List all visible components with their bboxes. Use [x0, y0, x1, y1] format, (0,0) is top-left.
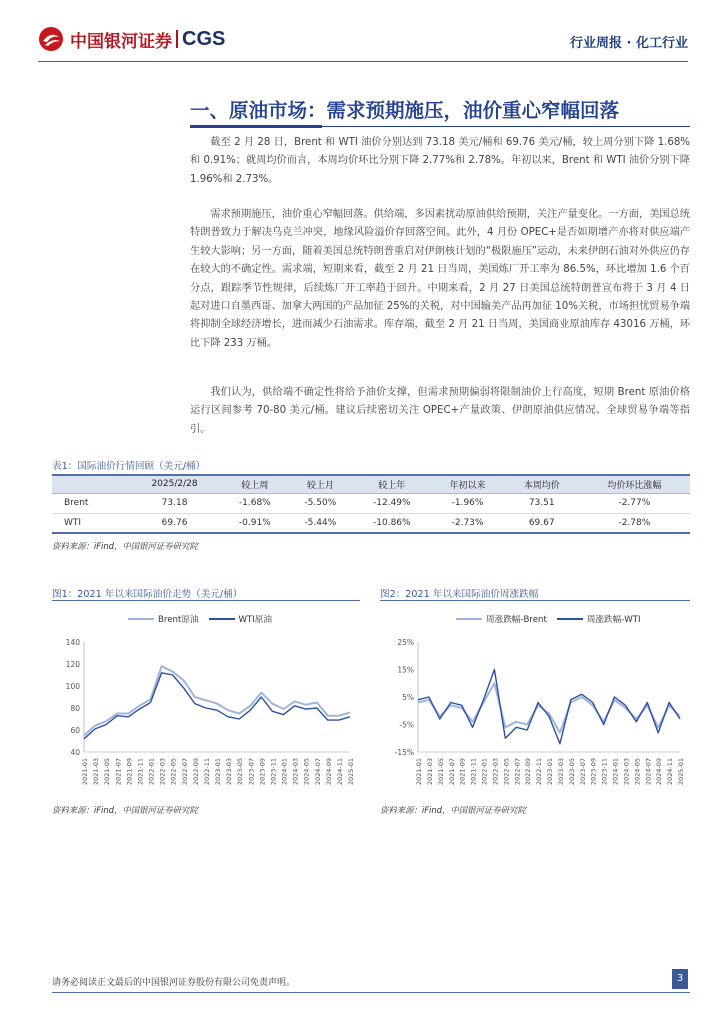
x-tick-label: 2021-11	[136, 758, 145, 786]
y-tick-label: 80	[70, 704, 80, 713]
x-tick-label: 2022-05	[502, 758, 511, 786]
x-tick-label: 2021-09	[458, 758, 467, 786]
legend-label-brent: 周涨跌幅-Brent	[486, 615, 547, 625]
table-cell: -10.86%	[353, 513, 430, 533]
table-cell: 73.18	[127, 493, 222, 513]
figure1-source: 资料来源：iFind，中国银河证券研究院	[52, 805, 198, 815]
x-tick-label: 2021-11	[469, 758, 478, 786]
table-cell: Brent	[52, 493, 127, 513]
figure1-legend	[118, 613, 272, 625]
paragraph-3: 我们认为，供给端不确定性将给予油价支撑，但需求预期偏弱将限制油价上行高度，短期 Brent 原油价格运行区间参考 70-80 美元/桶。建议后续密切关注 OPEC+产量政策、伊朗原油供应情况、全球贸易争端等指引。	[190, 387, 690, 435]
page-header	[0, 0, 724, 62]
header-divider	[38, 61, 688, 62]
x-tick-label: 2023-05	[236, 758, 245, 786]
x-tick-label: 2022-05	[169, 758, 178, 786]
x-tick-label: 2024-03	[291, 758, 300, 786]
y-tick-label: 140	[65, 638, 80, 647]
y-tick-label: 5%	[402, 693, 414, 702]
table-header-cell: 较上月	[288, 475, 354, 493]
table-cell: WTI	[52, 513, 127, 533]
x-tick-label: 2024-09	[655, 758, 664, 786]
table-header-cell: 较上周	[222, 475, 288, 493]
table-cell: -12.49%	[353, 493, 430, 513]
x-tick-label: 2021-07	[447, 758, 456, 786]
y-tick-label: -5%	[399, 720, 414, 730]
table-cell: -1.68%	[222, 493, 288, 513]
brand-mark-icon	[38, 26, 64, 52]
y-tick-label: 15%	[397, 665, 414, 675]
x-tick-label: 2021-01	[415, 758, 423, 786]
x-tick-label: 2022-07	[180, 758, 189, 786]
figure1-title: 图1：2021 年以来国际油价走势（美元/桶）	[52, 589, 243, 600]
x-tick-label: 2021-03	[92, 758, 101, 786]
figure1-rule	[52, 600, 360, 601]
figure2-source: 资料来源：iFind，中国银河证券研究院	[380, 805, 526, 815]
table-cell: -2.77%	[579, 493, 690, 513]
x-tick-label: 2025-01	[677, 758, 685, 786]
x-tick-label: 2023-07	[578, 758, 587, 786]
x-tick-label: 2022-07	[513, 758, 522, 786]
table-cell: 73.51	[505, 493, 579, 513]
legend-label-wti: WTI原油	[238, 615, 272, 625]
x-tick-label: 2021-01	[81, 758, 89, 786]
legend-swatch-wti	[557, 618, 583, 620]
series-line-1	[84, 673, 350, 739]
table-cell: -2.78%	[579, 513, 690, 533]
brand-name-cn: 中国银河证券	[70, 31, 172, 52]
y-tick-label: 40	[70, 748, 80, 757]
table-header-cell: 本周均价	[505, 475, 579, 493]
x-tick-label: 2022-09	[191, 758, 200, 786]
legend-swatch-brent	[128, 618, 154, 620]
x-tick-label: 2023-11	[600, 758, 609, 786]
x-tick-label: 2024-09	[324, 758, 333, 786]
x-tick-label: 2024-11	[666, 758, 675, 786]
oil-price-table	[52, 474, 690, 534]
figure2-rule	[380, 600, 690, 601]
legend-label-wti: 周涨跌幅-WTI	[586, 615, 641, 625]
y-tick-label: 100	[65, 682, 80, 691]
y-tick-label: 120	[65, 660, 80, 669]
x-tick-label: 2022-03	[491, 758, 500, 786]
x-tick-label: 2022-11	[535, 758, 544, 786]
x-tick-label: 2023-01	[546, 758, 554, 786]
table-header-cell: 2025/2/28	[127, 475, 222, 493]
x-tick-label: 2022-11	[202, 758, 211, 786]
x-tick-label: 2024-07	[644, 758, 653, 786]
table-title: 表1：国际油价行情回顾（美元/桶）	[52, 461, 206, 472]
figure2-legend	[446, 613, 641, 625]
x-tick-label: 2025-01	[347, 758, 355, 786]
table-header-cell: 年初以来	[430, 475, 504, 493]
table-cell: -2.73%	[430, 513, 504, 533]
table-cell: -5.44%	[288, 513, 354, 533]
table-row	[52, 493, 690, 513]
x-tick-label: 2023-05	[567, 758, 576, 786]
table-cell: 69.67	[505, 513, 579, 533]
table-cell: -0.91%	[222, 513, 288, 533]
footer-disclaimer: 请务必阅读正文最后的中国银河证券股份有限公司免责声明。	[52, 978, 296, 988]
x-tick-label: 2023-01	[214, 758, 222, 786]
table-header-cell	[52, 475, 127, 493]
x-tick-label: 2022-09	[524, 758, 533, 786]
paragraph-2: 需求预期施压，油价重心窄幅回落。供给端，多因素扰动原油供给预期，关注产量变化。一方面，美国总统特朗普致力于解决乌克兰冲突，地缘风险溢价存回落空间。此外，4 月份 OPEC+是否如期增产亦将对供应端产生较大影响；另一方面，随着美国总统特朗普重启对伊朗核计划的“极限施压”运动，未来伊朗石油对外供应仍存在较大的不确定性。需求端，短期来看，截至 2 月 21 日当周，美国炼厂开工率为 86.5%，环比增加 1.6 个百分点，跟踪季节性规律，后续炼厂开工率趋于回升。中期来看，2 月 27 日美国总统特朗普宣布将于 3 月 4 日起对进口自墨西哥、加拿大两国的产品加征 25%的关税，对中国输美产品再加征 10%关税，市场担忧贸易争端将抑制全球经济增长，进而减少石油需求。库存端，截至 2 月 21 日当周，美国商业原油库存 43016 万桶，环比下降 233 万桶。	[190, 209, 691, 349]
table-header-row	[52, 475, 690, 493]
legend-label-brent: Brent原油	[158, 615, 199, 625]
x-tick-label: 2023-09	[589, 758, 598, 786]
x-tick-label: 2024-01	[280, 758, 289, 786]
x-tick-label: 2022-01	[147, 758, 156, 786]
y-tick-label: 25%	[397, 638, 414, 647]
brand-logo	[38, 26, 225, 52]
table-header-cell: 较上年	[353, 475, 430, 493]
table-row	[52, 513, 690, 533]
table-cell: -5.50%	[288, 493, 354, 513]
x-tick-label: 2024-11	[335, 758, 344, 786]
x-tick-label: 2023-07	[247, 758, 256, 786]
x-tick-label: 2023-11	[269, 758, 278, 786]
page-number: 3	[672, 969, 688, 989]
y-tick-label: -15%	[394, 748, 414, 757]
x-tick-label: 2024-05	[302, 758, 311, 786]
brand-separator	[176, 30, 178, 48]
legend-swatch-wti	[209, 618, 235, 620]
x-tick-label: 2021-05	[436, 758, 445, 786]
x-tick-label: 2024-03	[622, 758, 631, 786]
x-tick-label: 2021-03	[425, 758, 434, 786]
x-tick-label: 2024-05	[633, 758, 642, 786]
series-line-0	[418, 683, 680, 733]
brand-name-en: CGS	[182, 27, 226, 50]
table-cell: -1.96%	[430, 493, 504, 513]
legend-swatch-brent	[456, 618, 482, 620]
x-tick-label: 2023-09	[258, 758, 267, 786]
x-tick-label: 2021-05	[103, 758, 112, 786]
y-tick-label: 60	[70, 726, 80, 735]
x-tick-label: 2022-01	[480, 758, 489, 786]
figure2-chart	[380, 630, 690, 800]
x-tick-label: 2021-07	[114, 758, 123, 786]
section-rule-accent	[190, 125, 322, 128]
x-tick-label: 2024-01	[611, 758, 620, 786]
report-type: 行业周报 · 化工行业	[570, 36, 688, 51]
paragraph-1: 截至 2 月 28 日，Brent 和 WTI 油价分别达到 73.18 美元/桶和 69.76 美元/桶，较上周分别下降 1.68%和 0.91%；就周均价而言，本周均价环比分别下降 2.77%和 2.78%。年初以来，Brent 和 WTI 油价分别下降 1.96%和 2.73%。	[190, 137, 690, 185]
x-tick-label: 2021-09	[125, 758, 134, 786]
figure1-chart	[52, 630, 362, 800]
table-source: 资料来源：iFind，中国银河证券研究院	[52, 541, 198, 551]
footer-rule	[52, 992, 690, 993]
table-header-cell: 均价环比涨幅	[579, 475, 690, 493]
x-tick-label: 2024-07	[313, 758, 322, 786]
x-tick-label: 2022-03	[158, 758, 167, 786]
table-cell: 69.76	[127, 513, 222, 533]
figure2-title: 图2：2021 年以来国际油价周涨跌幅	[380, 589, 539, 600]
x-tick-label: 2023-03	[556, 758, 565, 786]
section-title: 一、原油市场：需求预期施压，油价重心窄幅回落	[190, 99, 620, 122]
x-tick-label: 2023-03	[225, 758, 234, 786]
series-line-0	[84, 666, 350, 735]
